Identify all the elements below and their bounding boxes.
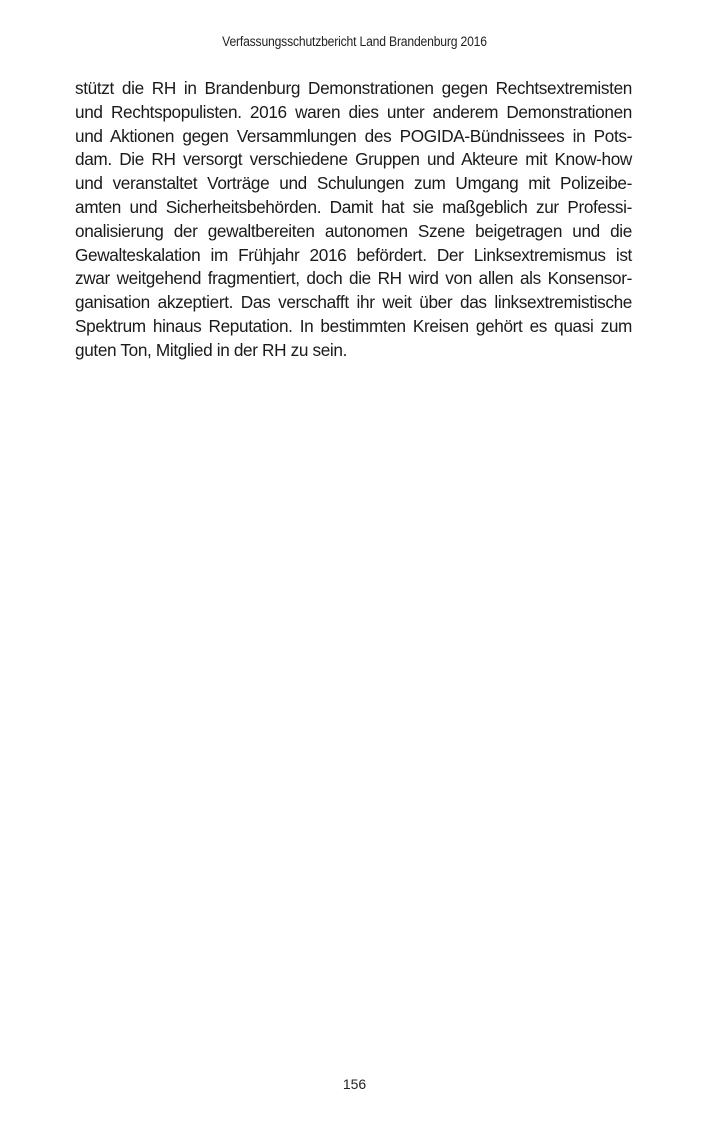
text-line-content: dam. Die RH versorgt verschiedene Gruppen und Akteure mit Know-how — [75, 149, 632, 170]
text-line-content: Gewalteskalation im Frühjahr 2016 befördert. Der Linksextremismus ist — [75, 244, 632, 265]
text-line-content: und Aktionen gegen Versammlungen des POGIDA-Bündnissees in Pots- — [75, 125, 632, 146]
text-line-content: und veranstaltet Vorträge und Schulungen zum Umgang mit Polizeibe- — [75, 173, 632, 194]
text-line — [75, 291, 632, 315]
text-line-content: und Rechtspopulisten. 2016 waren dies unter anderem Demonstrationen — [75, 101, 632, 122]
text-line — [75, 267, 632, 291]
text-line-content: onalisierung der gewaltbereiten autonomen Szene beigetragen und die — [75, 220, 632, 241]
text-line — [75, 172, 632, 196]
text-line-content: ganisation akzeptiert. Das verschafft ihr weit über das linksextremistische — [75, 292, 632, 313]
text-line-content: stützt die RH in Brandenburg Demonstrationen gegen Rechtsextremisten — [75, 78, 632, 98]
text-line-content: amten und Sicherheitsbehörden. Damit hat sie maßgeblich zur Professi- — [75, 196, 632, 217]
text-line — [75, 125, 632, 149]
text-line — [75, 77, 632, 101]
text-line — [75, 196, 632, 220]
text-line — [75, 220, 632, 244]
body-paragraph — [75, 77, 632, 363]
text-line — [75, 101, 632, 125]
running-header: Verfassungsschutzbericht Land Brandenburg 2016 — [222, 34, 487, 49]
text-line — [75, 315, 632, 339]
text-line-content: zwar weitgehend fragmentiert, doch die RH wird von allen als Konsensor- — [75, 268, 632, 289]
text-line-content: Spektrum hinaus Reputation. In bestimmten Kreisen gehört es quasi zum — [75, 315, 632, 336]
page-number: 156 — [342, 1076, 367, 1092]
text-line — [75, 148, 632, 172]
text-line-last — [75, 339, 632, 363]
text-line — [75, 244, 632, 268]
text-line-content: guten Ton, Mitglied in der RH zu sein. — [75, 339, 348, 360]
